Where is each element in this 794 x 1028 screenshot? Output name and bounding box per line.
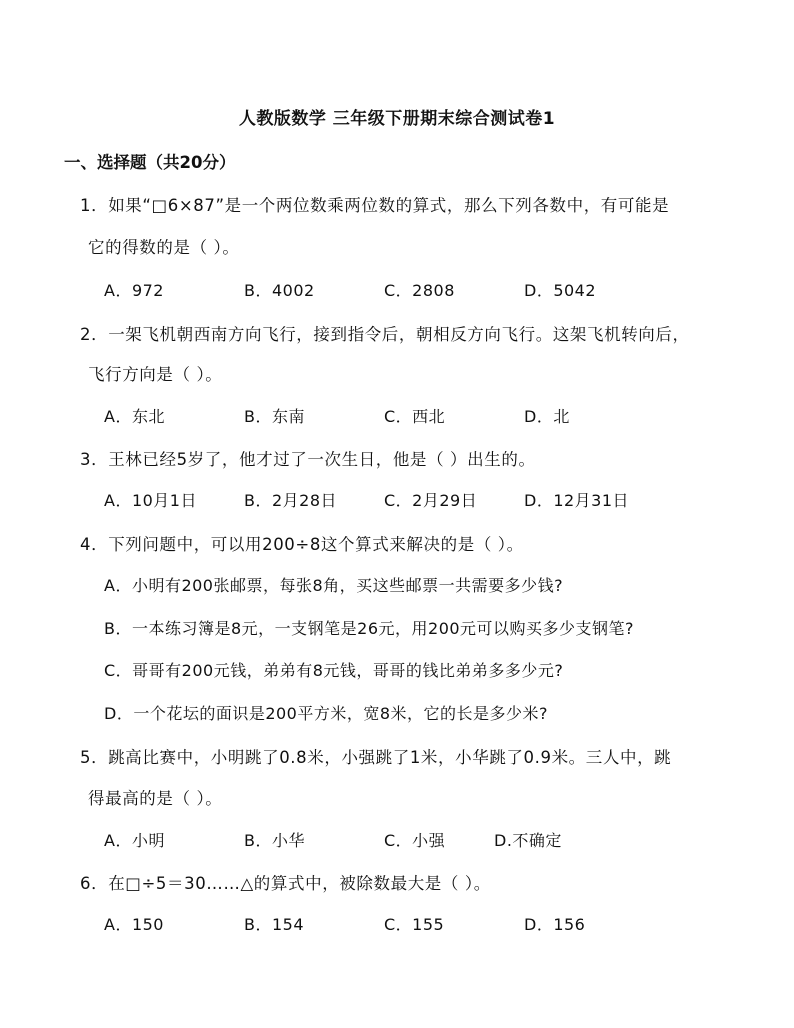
question-4-option-a: A．小明有200张邮票，每张8角，买这些邮票一共需要多少钱? [104,576,564,595]
question-6-option-b: B．154 [244,915,305,934]
question-6-option-a: A．150 [104,915,164,934]
question-6-option-d: D．156 [524,915,586,934]
question-5-line-2: 得最高的是（ ）。 [88,789,223,808]
question-3-option-d: D．12月31日 [524,491,630,510]
question-2-option-a: A．东北 [104,407,165,426]
question-1-option-d: D．5042 [524,281,597,300]
question-1-option-c: C．2808 [384,281,455,300]
question-2-line-2: 飞行方向是（ ）。 [88,365,223,384]
question-4-option-b: B．一本练习簿是8元，一支钢笔是26元，用200元可以购买多少支钢笔? [104,619,635,638]
question-3-option-a: A．10月1日 [104,491,197,510]
question-5-line-1: 5．跳高比赛中，小明跳了0.8米，小强跳了1米，小华跳了0.9米。三人中，跳 [80,748,672,767]
page-title: 人教版数学 三年级下册期末综合测试卷1 [238,109,556,129]
question-5-option-c: C．小强 [384,831,446,850]
question-1-line-2: 它的得数的是（ ）。 [88,238,240,257]
question-2-option-b: B．东南 [244,407,305,426]
question-4-line-1: 4．下列问题中，可以用200÷8这个算式来解决的是（ ）。 [80,535,524,554]
question-2-line-1: 2．一架飞机朝西南方向飞行，接到指令后，朝相反方向飞行。这架飞机转向后， [80,325,690,344]
question-5-option-d: D.不确定 [494,831,562,850]
question-6-line-1: 6．在□÷5＝30……△的算式中，被除数最大是（ ）。 [80,874,491,893]
question-5-option-a: A．小明 [104,831,165,850]
question-2-option-d: D．北 [524,407,570,426]
question-4-option-c: C．哥哥有200元钱，弟弟有8元钱，哥哥的钱比弟弟多多少元? [104,661,564,680]
question-1-option-b: B．4002 [244,281,315,300]
section-heading: 一、选择题（共20分） [64,153,236,172]
question-3-option-c: C．2月29日 [384,491,478,510]
question-6-option-c: C．155 [384,915,445,934]
question-1-option-a: A．972 [104,281,164,300]
question-3-line-1: 3．王林已经5岁了，他才过了一次生日，他是（ ）出生的。 [80,450,536,469]
question-3-option-b: B．2月28日 [244,491,338,510]
question-1-line-1: 1．如果“□6×87”是一个两位数乘两位数的算式，那么下列各数中，有可能是 [80,196,670,215]
question-4-option-d: D．一个花坛的面识是200平方米，宽8米，它的长是多少米? [104,704,549,723]
question-5-option-b: B．小华 [244,831,305,850]
question-2-option-c: C．西北 [384,407,446,426]
